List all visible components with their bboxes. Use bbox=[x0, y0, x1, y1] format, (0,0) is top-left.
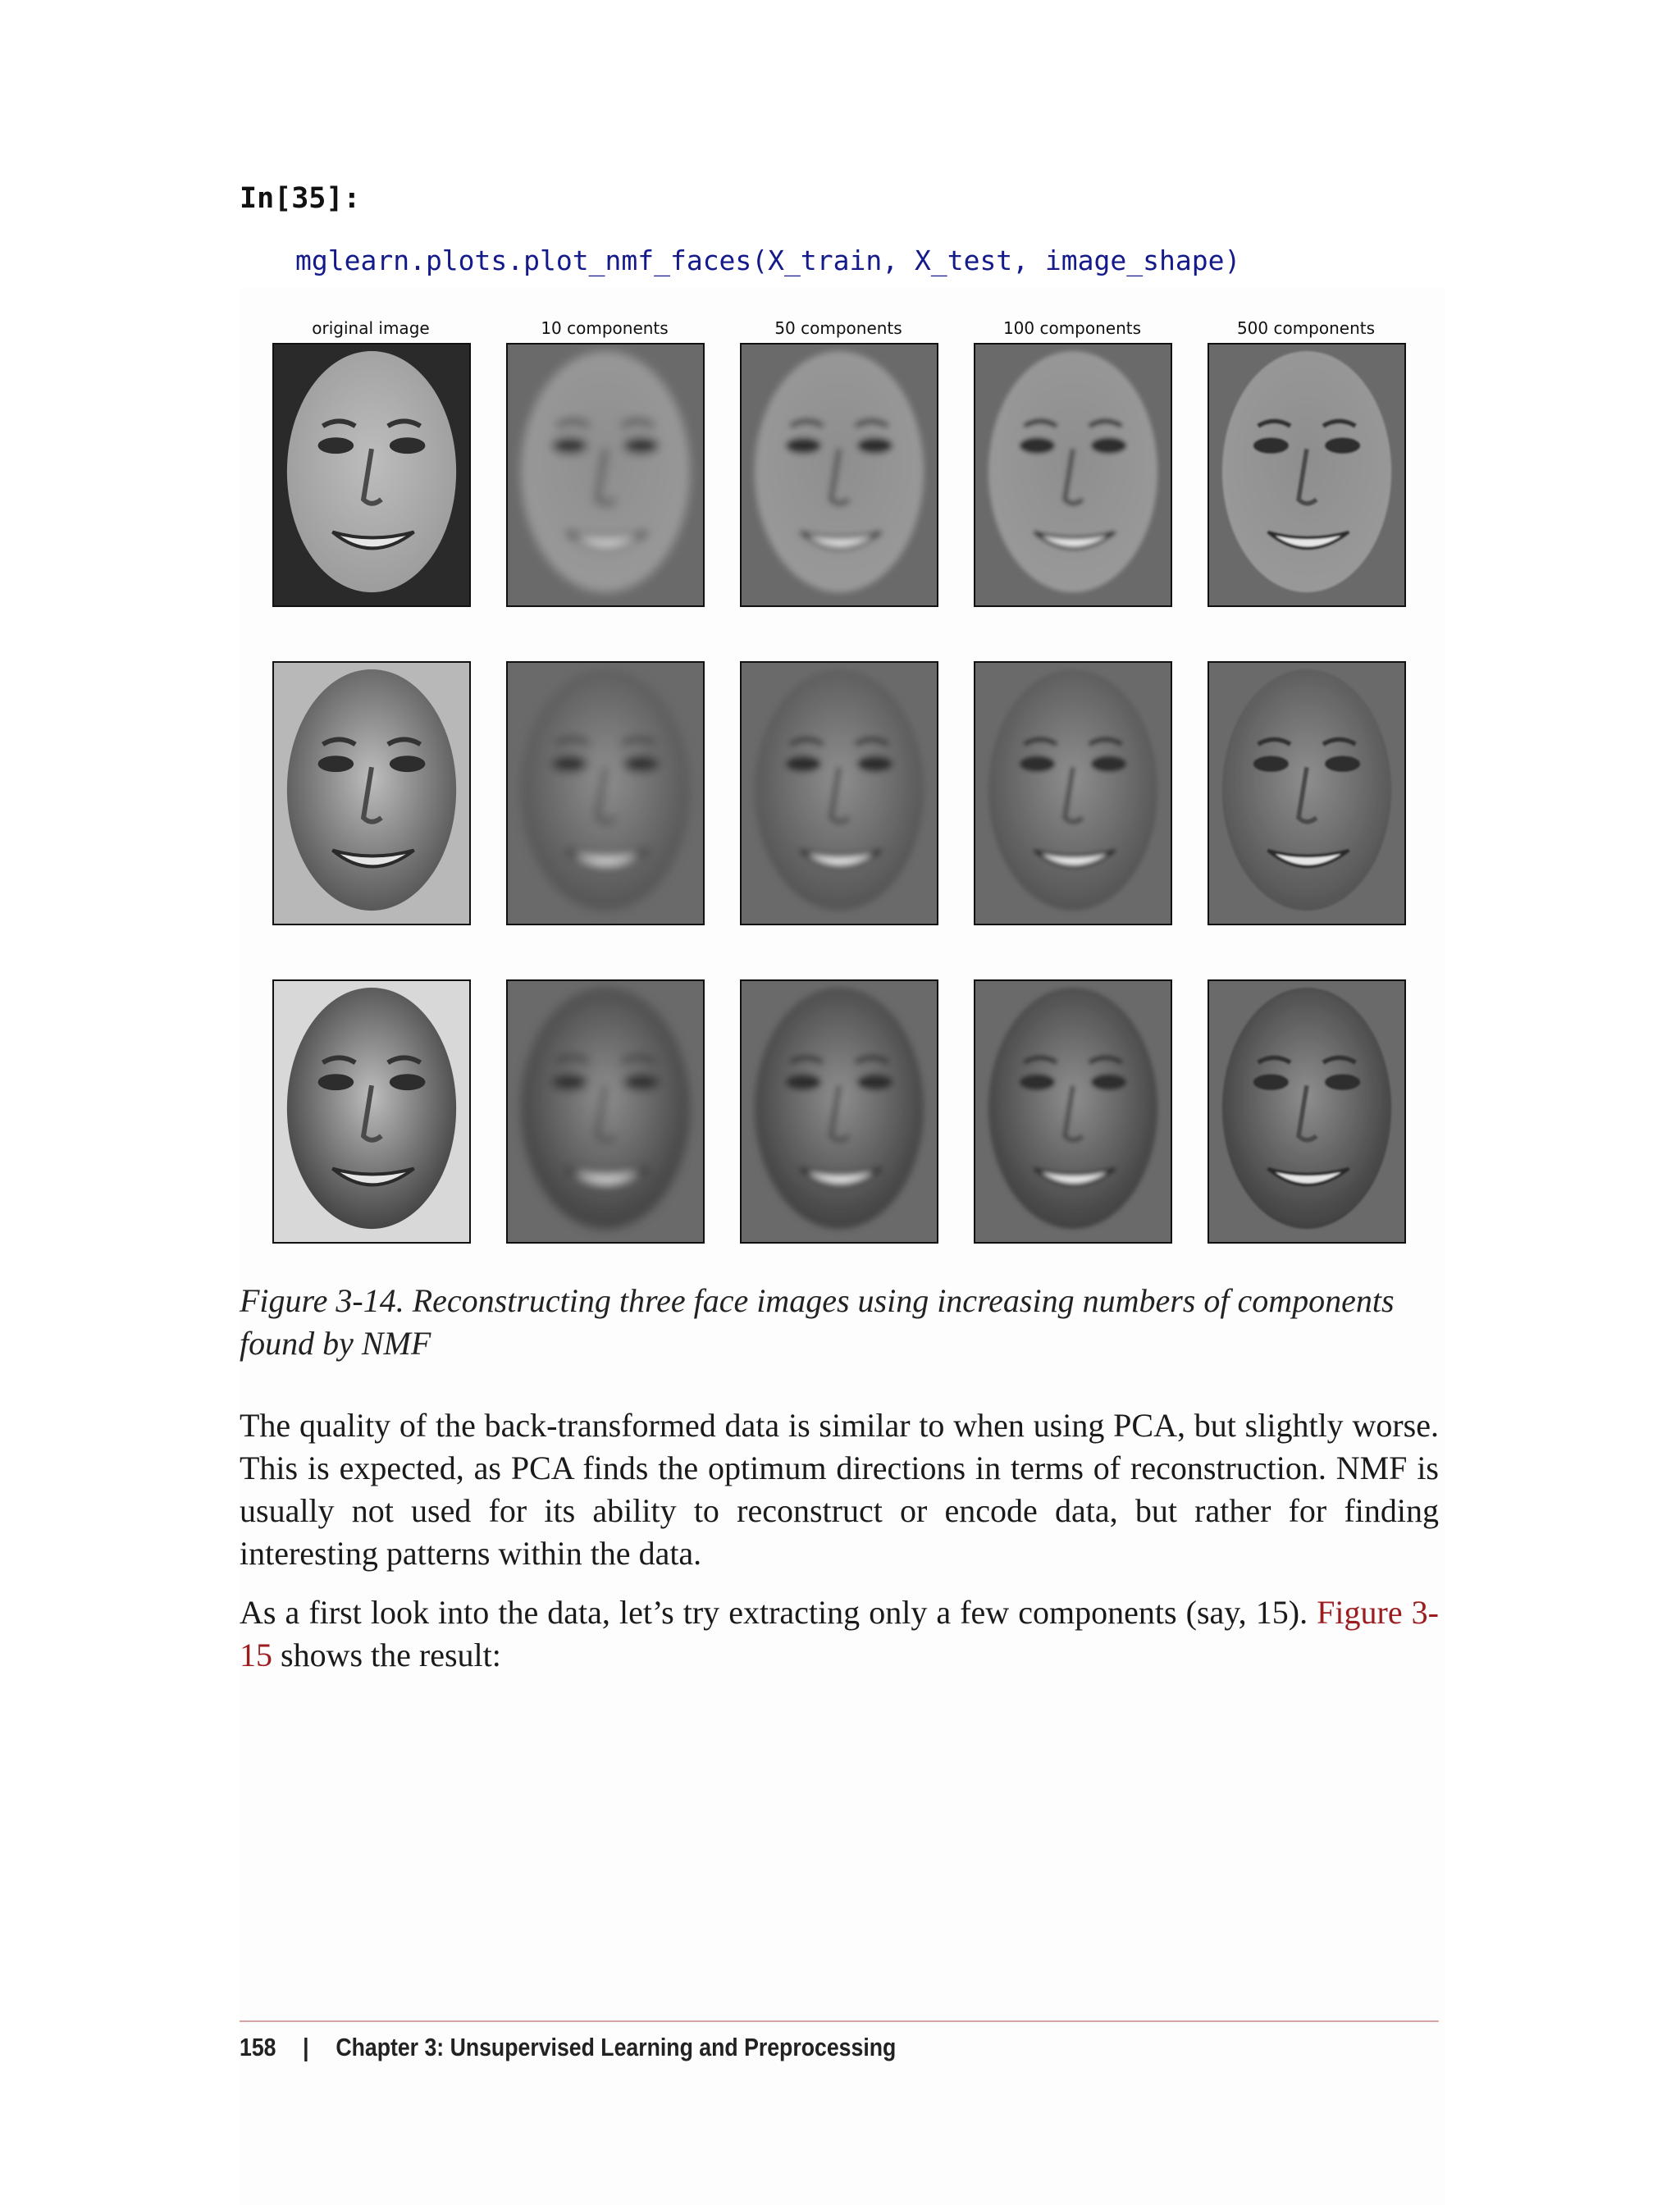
face-image-r1-c2 bbox=[506, 343, 705, 607]
chapter-title: Chapter 3: Unsupervised Learning and Preprocessing bbox=[336, 2033, 897, 2061]
body-paragraph-1: The quality of the back-transformed data is similar to when using PCA, but slightly worse. This is expected, as PCA finds the optimum directions in terms of reconstruction. NMF is usually not used for its ability to reconstruct or encode data, but rather for finding interesting patterns within the data. bbox=[240, 1407, 1439, 1572]
column-title-10: 10 components bbox=[541, 318, 669, 338]
face-image-r1-c5 bbox=[1208, 343, 1406, 607]
paragraph-2-end: shows the result: bbox=[272, 1637, 501, 1673]
face-image-r2-c1 bbox=[272, 661, 471, 925]
face-image-r2-c3 bbox=[740, 661, 938, 925]
column-title-original: original image bbox=[312, 318, 430, 338]
face-image-r3-c4 bbox=[974, 979, 1172, 1244]
footer-rule bbox=[240, 2020, 1439, 2022]
face-image-r2-c5 bbox=[1208, 661, 1406, 925]
paragraph-2-start: As a first look into the data, let’s try extracting only a few components (say, 15). bbox=[240, 1594, 1308, 1631]
figure-3-15-link[interactable]: Figure 3-15 bbox=[240, 1594, 1439, 1673]
face-image-r3-c1 bbox=[272, 979, 471, 1244]
page-footer bbox=[240, 2033, 896, 2062]
nmf-faces-figure bbox=[272, 318, 1408, 1245]
column-title-500: 500 components bbox=[1236, 318, 1376, 338]
code-cell-source: mglearn.plots.plot_nmf_faces(X_train, X_test, image_shape) bbox=[295, 244, 1241, 276]
face-image-r2-c2 bbox=[506, 661, 705, 925]
face-image-r2-c4 bbox=[974, 661, 1172, 925]
body-paragraph-2 bbox=[240, 1591, 1439, 1677]
face-image-r3-c2 bbox=[506, 979, 705, 1244]
face-image-r3-c5 bbox=[1208, 979, 1406, 1244]
page-number: 158 bbox=[240, 2033, 276, 2061]
face-image-r1-c1 bbox=[272, 343, 471, 607]
footer-separator: | bbox=[303, 2033, 309, 2061]
face-image-r3-c3 bbox=[740, 979, 938, 1244]
column-title-50: 50 components bbox=[774, 318, 902, 338]
figure-caption: Figure 3-14. Reconstructing three face images using increasing numbers of components found by NMF bbox=[240, 1282, 1395, 1362]
face-image-r1-c3 bbox=[740, 343, 938, 607]
face-image-r1-c4 bbox=[974, 343, 1172, 607]
column-title-100: 100 components bbox=[1002, 318, 1142, 338]
code-cell-prompt: In[35]: bbox=[240, 182, 361, 215]
